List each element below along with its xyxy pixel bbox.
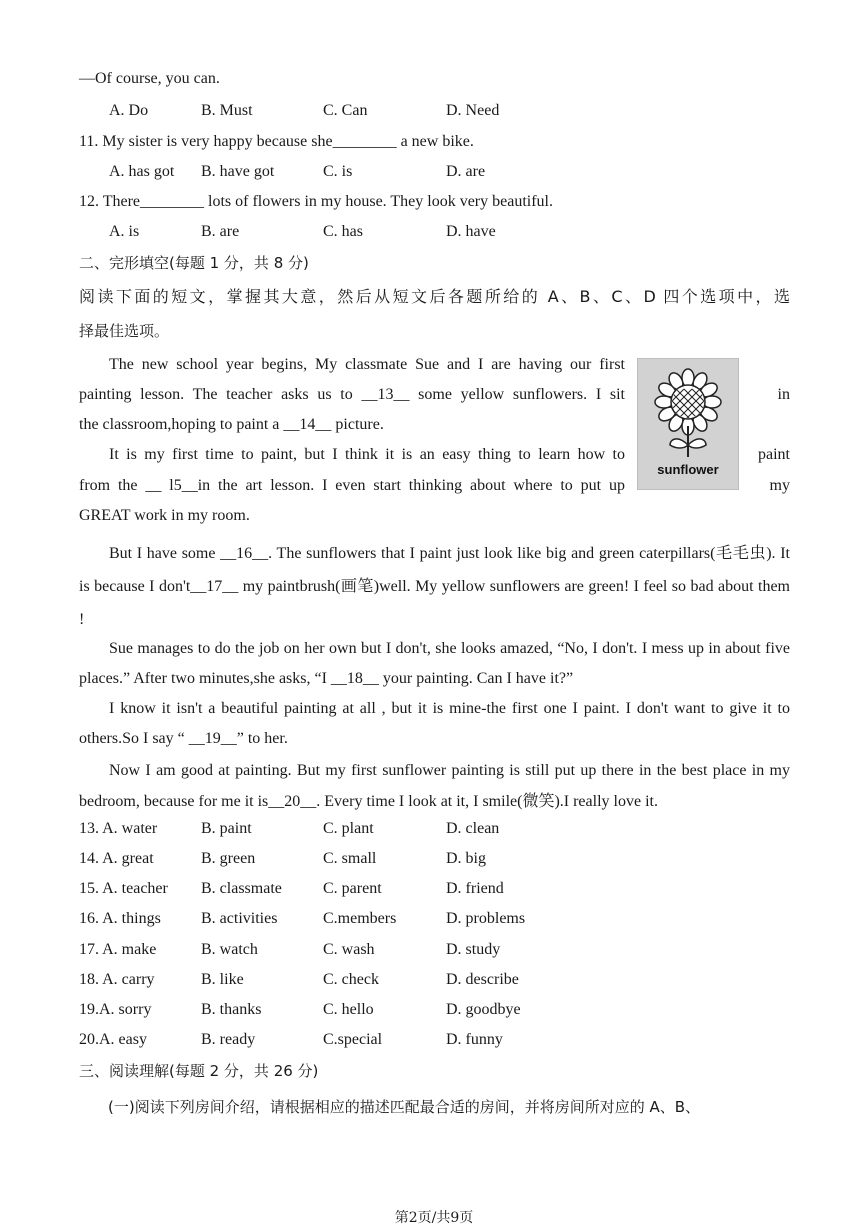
option-c[interactable]: C. wash	[323, 941, 375, 958]
option-c[interactable]: C. Can	[323, 102, 368, 119]
passage-p1-line2-right: in	[777, 386, 790, 403]
option-c[interactable]: C. has	[323, 223, 363, 240]
option-a[interactable]: 20.A. easy	[79, 1031, 147, 1048]
option-b[interactable]: B. classmate	[201, 880, 282, 897]
option-d[interactable]: D. big	[446, 850, 486, 867]
option-c[interactable]: C. parent	[323, 880, 382, 897]
passage-p3: But I have some __16__. The sunflowers that I paint just look like big and green caterpillars(毛毛虫). It is because I don't__17__ my paintbrush(画笔)well. My yellow sunflowers are green! I feel so bad about them !	[79, 545, 790, 628]
sunflower-image	[637, 358, 739, 490]
option-a[interactable]: 13. A. water	[79, 820, 158, 837]
option-b[interactable]: B. watch	[201, 941, 258, 958]
sunflower-caption: sunflower	[657, 462, 719, 477]
option-d[interactable]: D. goodbye	[446, 1001, 521, 1018]
option-a[interactable]: 14. A. great	[79, 850, 154, 867]
section-3-instructions: (一)阅读下列房间介绍，请根据相应的描述匹配最合适的房间，并将房间所对应的 A、B、	[108, 1098, 701, 1116]
option-b[interactable]: B. are	[201, 223, 240, 240]
option-a[interactable]: 17. A. make	[79, 941, 157, 958]
option-d[interactable]: D. friend	[446, 880, 504, 897]
option-a[interactable]: A. Do	[109, 102, 149, 119]
option-a[interactable]: 16. A. things	[79, 910, 161, 927]
passage-p6: Now I am good at painting. But my first sunflower painting is still put up there in the best place in my bedroom, because for me it is__20__. Every time I look at it, I smile(微笑).I really love it.	[79, 762, 790, 810]
passage-p1-line3: the classroom,hoping to paint a __14__ picture.	[79, 416, 384, 433]
option-d[interactable]: D. problems	[446, 910, 526, 927]
question-12: 12. There________ lots of flowers in my house. They look very beautiful.	[79, 193, 553, 210]
section-2-title: 二、完形填空(每题 1 分，共 8 分)	[79, 254, 309, 272]
option-a[interactable]: 19.A. sorry	[79, 1001, 152, 1018]
option-b[interactable]: B. activities	[201, 910, 278, 927]
option-b[interactable]: B. ready	[201, 1031, 256, 1048]
option-c[interactable]: C. small	[323, 850, 377, 867]
section-2-instructions-line2: 择最佳选项。	[79, 322, 170, 340]
section-3-title: 三、阅读理解(每题 2 分，共 26 分)	[79, 1062, 319, 1080]
option-b[interactable]: B. like	[201, 971, 244, 988]
option-d[interactable]: D. are	[446, 163, 486, 180]
option-a[interactable]: A. is	[109, 223, 140, 240]
dialog-answer: —Of course, you can.	[79, 70, 220, 87]
passage-p2-line2: from the __ l5__in the art lesson. I even start thinking about where to put up	[79, 477, 625, 494]
option-b[interactable]: B. Must	[201, 102, 253, 119]
option-a[interactable]: 15. A. teacher	[79, 880, 168, 897]
passage-p5: I know it isn't a beautiful painting at all , but it is mine-the first one I paint. I don't want to give it to others.So I say “ __19__” to her.	[79, 700, 790, 747]
section-2-instructions-line1: 阅读下面的短文，掌握其大意，然后从短文后各题所给的 A、B、C、D 四个选项中，选	[79, 287, 790, 306]
option-c[interactable]: C. check	[323, 971, 379, 988]
option-d[interactable]: D. describe	[446, 971, 519, 988]
option-b[interactable]: B. paint	[201, 820, 252, 837]
option-d[interactable]: D. funny	[446, 1031, 503, 1048]
page-number: 第2页/共9页	[394, 1210, 474, 1226]
option-c[interactable]: C. is	[323, 163, 353, 180]
option-a[interactable]: A. has got	[109, 163, 175, 180]
option-a[interactable]: 18. A. carry	[79, 971, 155, 988]
option-d[interactable]: D. have	[446, 223, 496, 240]
passage-p2-line2-right: my	[769, 477, 790, 494]
option-d[interactable]: D. study	[446, 941, 501, 958]
option-c[interactable]: C.special	[323, 1031, 383, 1048]
passage-p1-line2: painting lesson. The teacher asks us to __13__ some yellow sunflowers. I sit	[79, 386, 625, 403]
option-b[interactable]: B. green	[201, 850, 256, 867]
option-b[interactable]: B. thanks	[201, 1001, 262, 1018]
passage-p2-line3: GREAT work in my room.	[79, 507, 250, 524]
option-c[interactable]: C. plant	[323, 820, 374, 837]
passage-p2-line1: It is my first time to paint, but I think it is an easy thing to learn how to	[109, 446, 625, 463]
option-d[interactable]: D. Need	[446, 102, 500, 119]
question-11: 11. My sister is very happy because she________ a new bike.	[79, 133, 474, 150]
option-d[interactable]: D. clean	[446, 820, 500, 837]
option-c[interactable]: C. hello	[323, 1001, 374, 1018]
passage-p2-line1-right: paint	[758, 446, 790, 463]
passage-p4: Sue manages to do the job on her own but I don't, she looks amazed, “No, I don't. I mess up in about five places.” After two minutes,she asks, “I __18__ your painting. Can I have it?”	[79, 640, 790, 687]
option-c[interactable]: C.members	[323, 910, 397, 927]
passage-p1-line1: The new school year begins, My classmate Sue and I are having our first	[109, 356, 625, 373]
option-b[interactable]: B. have got	[201, 163, 275, 180]
